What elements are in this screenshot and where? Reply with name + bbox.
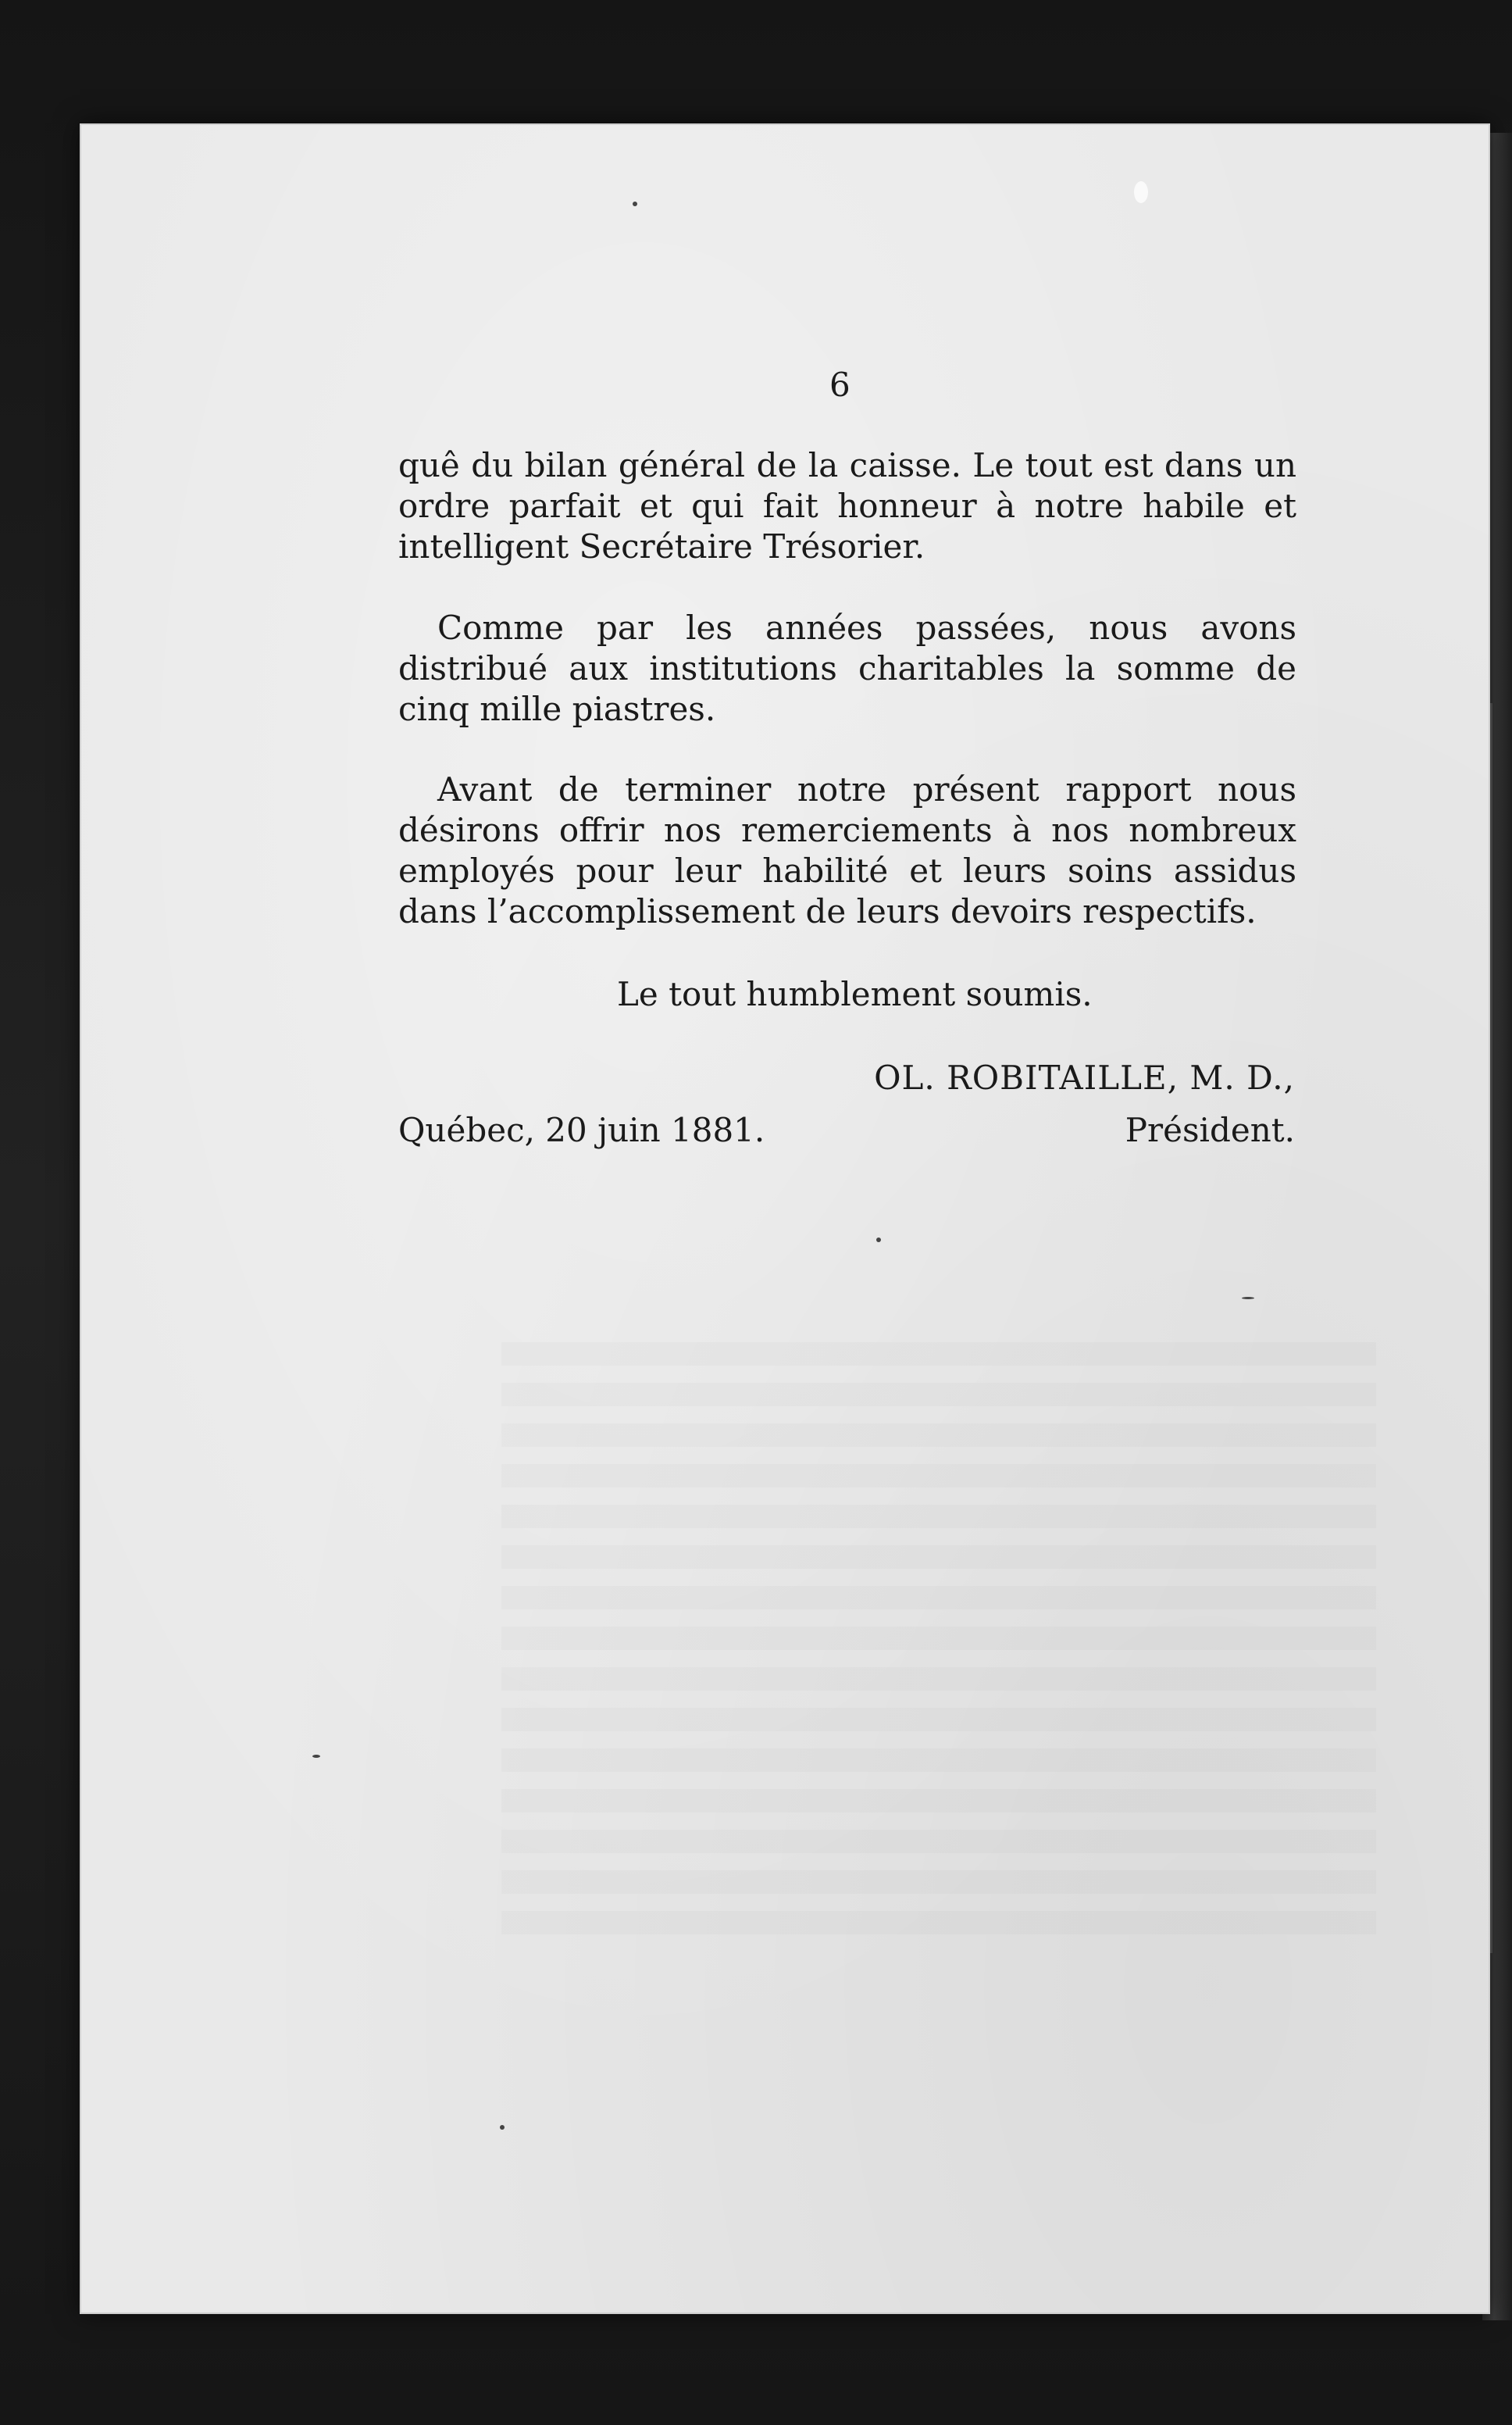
- place-date: Québec, 20 juin 1881.: [398, 1111, 765, 1149]
- dust-speck: [1242, 1297, 1254, 1299]
- paragraph-2: Comme par les années passées, nous avons distribué aux institutions charitables la somme de cinq mille piastres.: [398, 609, 1296, 728]
- paragraph-1: quê du bilan général de la caisse. Le tout est dans un ordre parfait et qui fait honneur à notre habile et intelligent Secrétaire Trésorier.: [398, 446, 1296, 566]
- signatory-title: Président.: [1125, 1111, 1295, 1149]
- dust-speck: [876, 1238, 881, 1242]
- dust-speck: [633, 202, 637, 206]
- dust-speck: [312, 1755, 320, 1758]
- paragraph-3: Avant de terminer notre présent rapport nous désirons offrir nos remerciements à nos nombreux employés pour leur habilité et leurs soins assidus dans l’accomplissement de leurs devoirs respectifs.: [398, 770, 1296, 930]
- closing-line: Le tout humblement soumis.: [617, 975, 1093, 1013]
- dust-speck: [500, 2125, 505, 2130]
- page-number: 6: [829, 366, 850, 404]
- dust-speck: [1134, 181, 1148, 203]
- page-fold-line: [1490, 703, 1492, 1953]
- show-through-text: [501, 1342, 1376, 1936]
- signature: OL. ROBITAILLE, M. D.,: [874, 1059, 1295, 1097]
